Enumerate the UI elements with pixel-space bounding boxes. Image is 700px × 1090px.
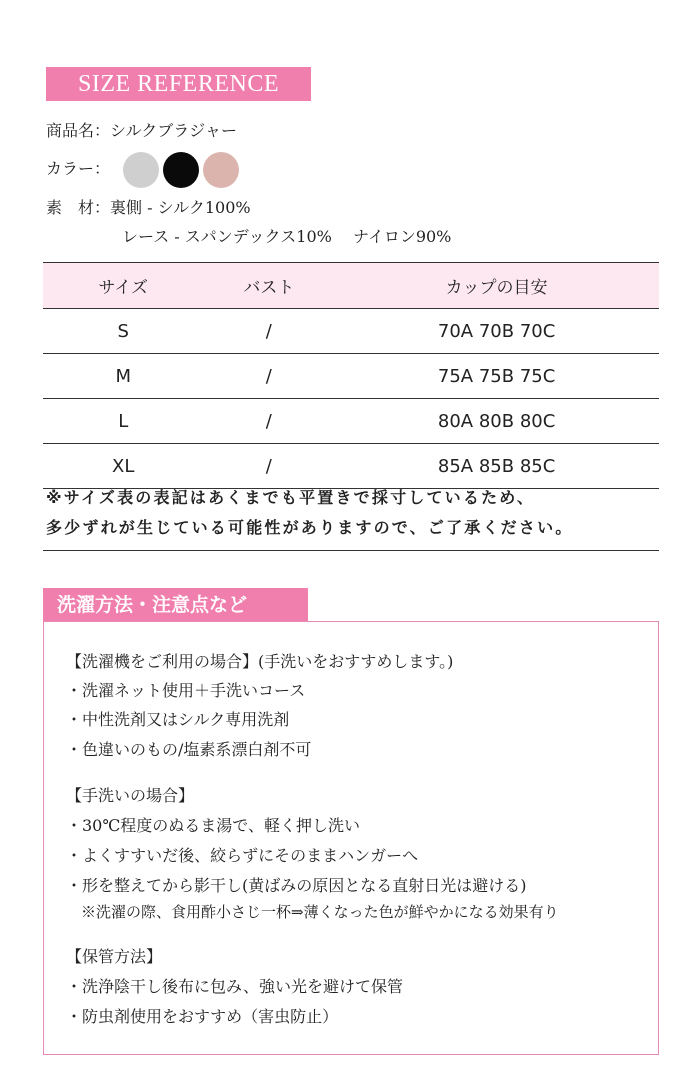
washing-item: ・洗濯ネット使用＋手洗いコース bbox=[66, 681, 306, 700]
washing-banner: 洗濯方法・注意点など bbox=[43, 588, 308, 622]
washing-item: ・色違いのもの/塩素系漂白剤不可 bbox=[66, 740, 312, 759]
divider bbox=[43, 550, 659, 551]
table-row bbox=[43, 444, 659, 489]
cell-bust: / bbox=[203, 444, 334, 489]
size-note-line-1: ※サイズ表の表記はあくまでも平置きで採寸しているため、 bbox=[46, 488, 536, 507]
material-line-2: レース - スパンデックス10% ナイロン90% bbox=[122, 227, 452, 246]
color-swatch-gray bbox=[123, 152, 159, 188]
cell-size: M bbox=[43, 354, 203, 399]
table-row bbox=[43, 309, 659, 354]
hand-wash-heading: 【手洗いの場合】 bbox=[66, 786, 195, 805]
cell-size: L bbox=[43, 399, 203, 444]
cell-cup: 80A 80B 80C bbox=[334, 399, 659, 444]
storage-heading: 【保管方法】 bbox=[66, 947, 163, 966]
table-header-row bbox=[43, 263, 659, 309]
washing-item: ・中性洗剤又はシルク専用洗剤 bbox=[66, 710, 290, 729]
color-label: カラー： bbox=[46, 159, 111, 178]
washing-note: ※洗濯の際、食用酢小さじ一杯⇒薄くなった色が鮮やかになる効果有り bbox=[66, 903, 559, 921]
cell-cup: 75A 75B 75C bbox=[334, 354, 659, 399]
header-cup: カップの目安 bbox=[334, 263, 659, 309]
material-line-1: 素 材：裏側 - シルク100% bbox=[46, 198, 251, 217]
washing-item: ・形を整えてから影干し(黄ばみの原因となる直射日光は避ける) bbox=[66, 876, 527, 895]
table-row bbox=[43, 399, 659, 444]
cell-bust: / bbox=[203, 309, 334, 354]
size-reference-banner: SIZE REFERENCE bbox=[46, 67, 311, 101]
color-swatch-black bbox=[163, 152, 199, 188]
color-swatch-pink bbox=[203, 152, 239, 188]
cell-size: S bbox=[43, 309, 203, 354]
washing-machine-heading: 【洗濯機をご利用の場合】(手洗いをおすすめします。) bbox=[66, 652, 454, 671]
header-bust: バスト bbox=[203, 263, 334, 309]
cell-size: XL bbox=[43, 444, 203, 489]
product-name: 商品名：シルクブラジャー bbox=[46, 121, 237, 140]
cell-bust: / bbox=[203, 399, 334, 444]
washing-item: ・防虫剤使用をおすすめ（害虫防止） bbox=[66, 1007, 339, 1026]
table-row bbox=[43, 354, 659, 399]
cell-cup: 70A 70B 70C bbox=[334, 309, 659, 354]
washing-item: ・洗浄陰干し後布に包み、強い光を避けて保管 bbox=[66, 977, 403, 996]
washing-item: ・30℃程度のぬるま湯で、軽く押し洗い bbox=[66, 816, 360, 835]
header-size: サイズ bbox=[43, 263, 203, 309]
cell-bust: / bbox=[203, 354, 334, 399]
cell-cup: 85A 85B 85C bbox=[334, 444, 659, 489]
size-table bbox=[43, 262, 659, 489]
size-note-line-2: 多少ずれが生じている可能性がありますので、ご了承ください。 bbox=[46, 518, 574, 537]
washing-item: ・よくすすいだ後、絞らずにそのままハンガーへ bbox=[66, 846, 419, 865]
